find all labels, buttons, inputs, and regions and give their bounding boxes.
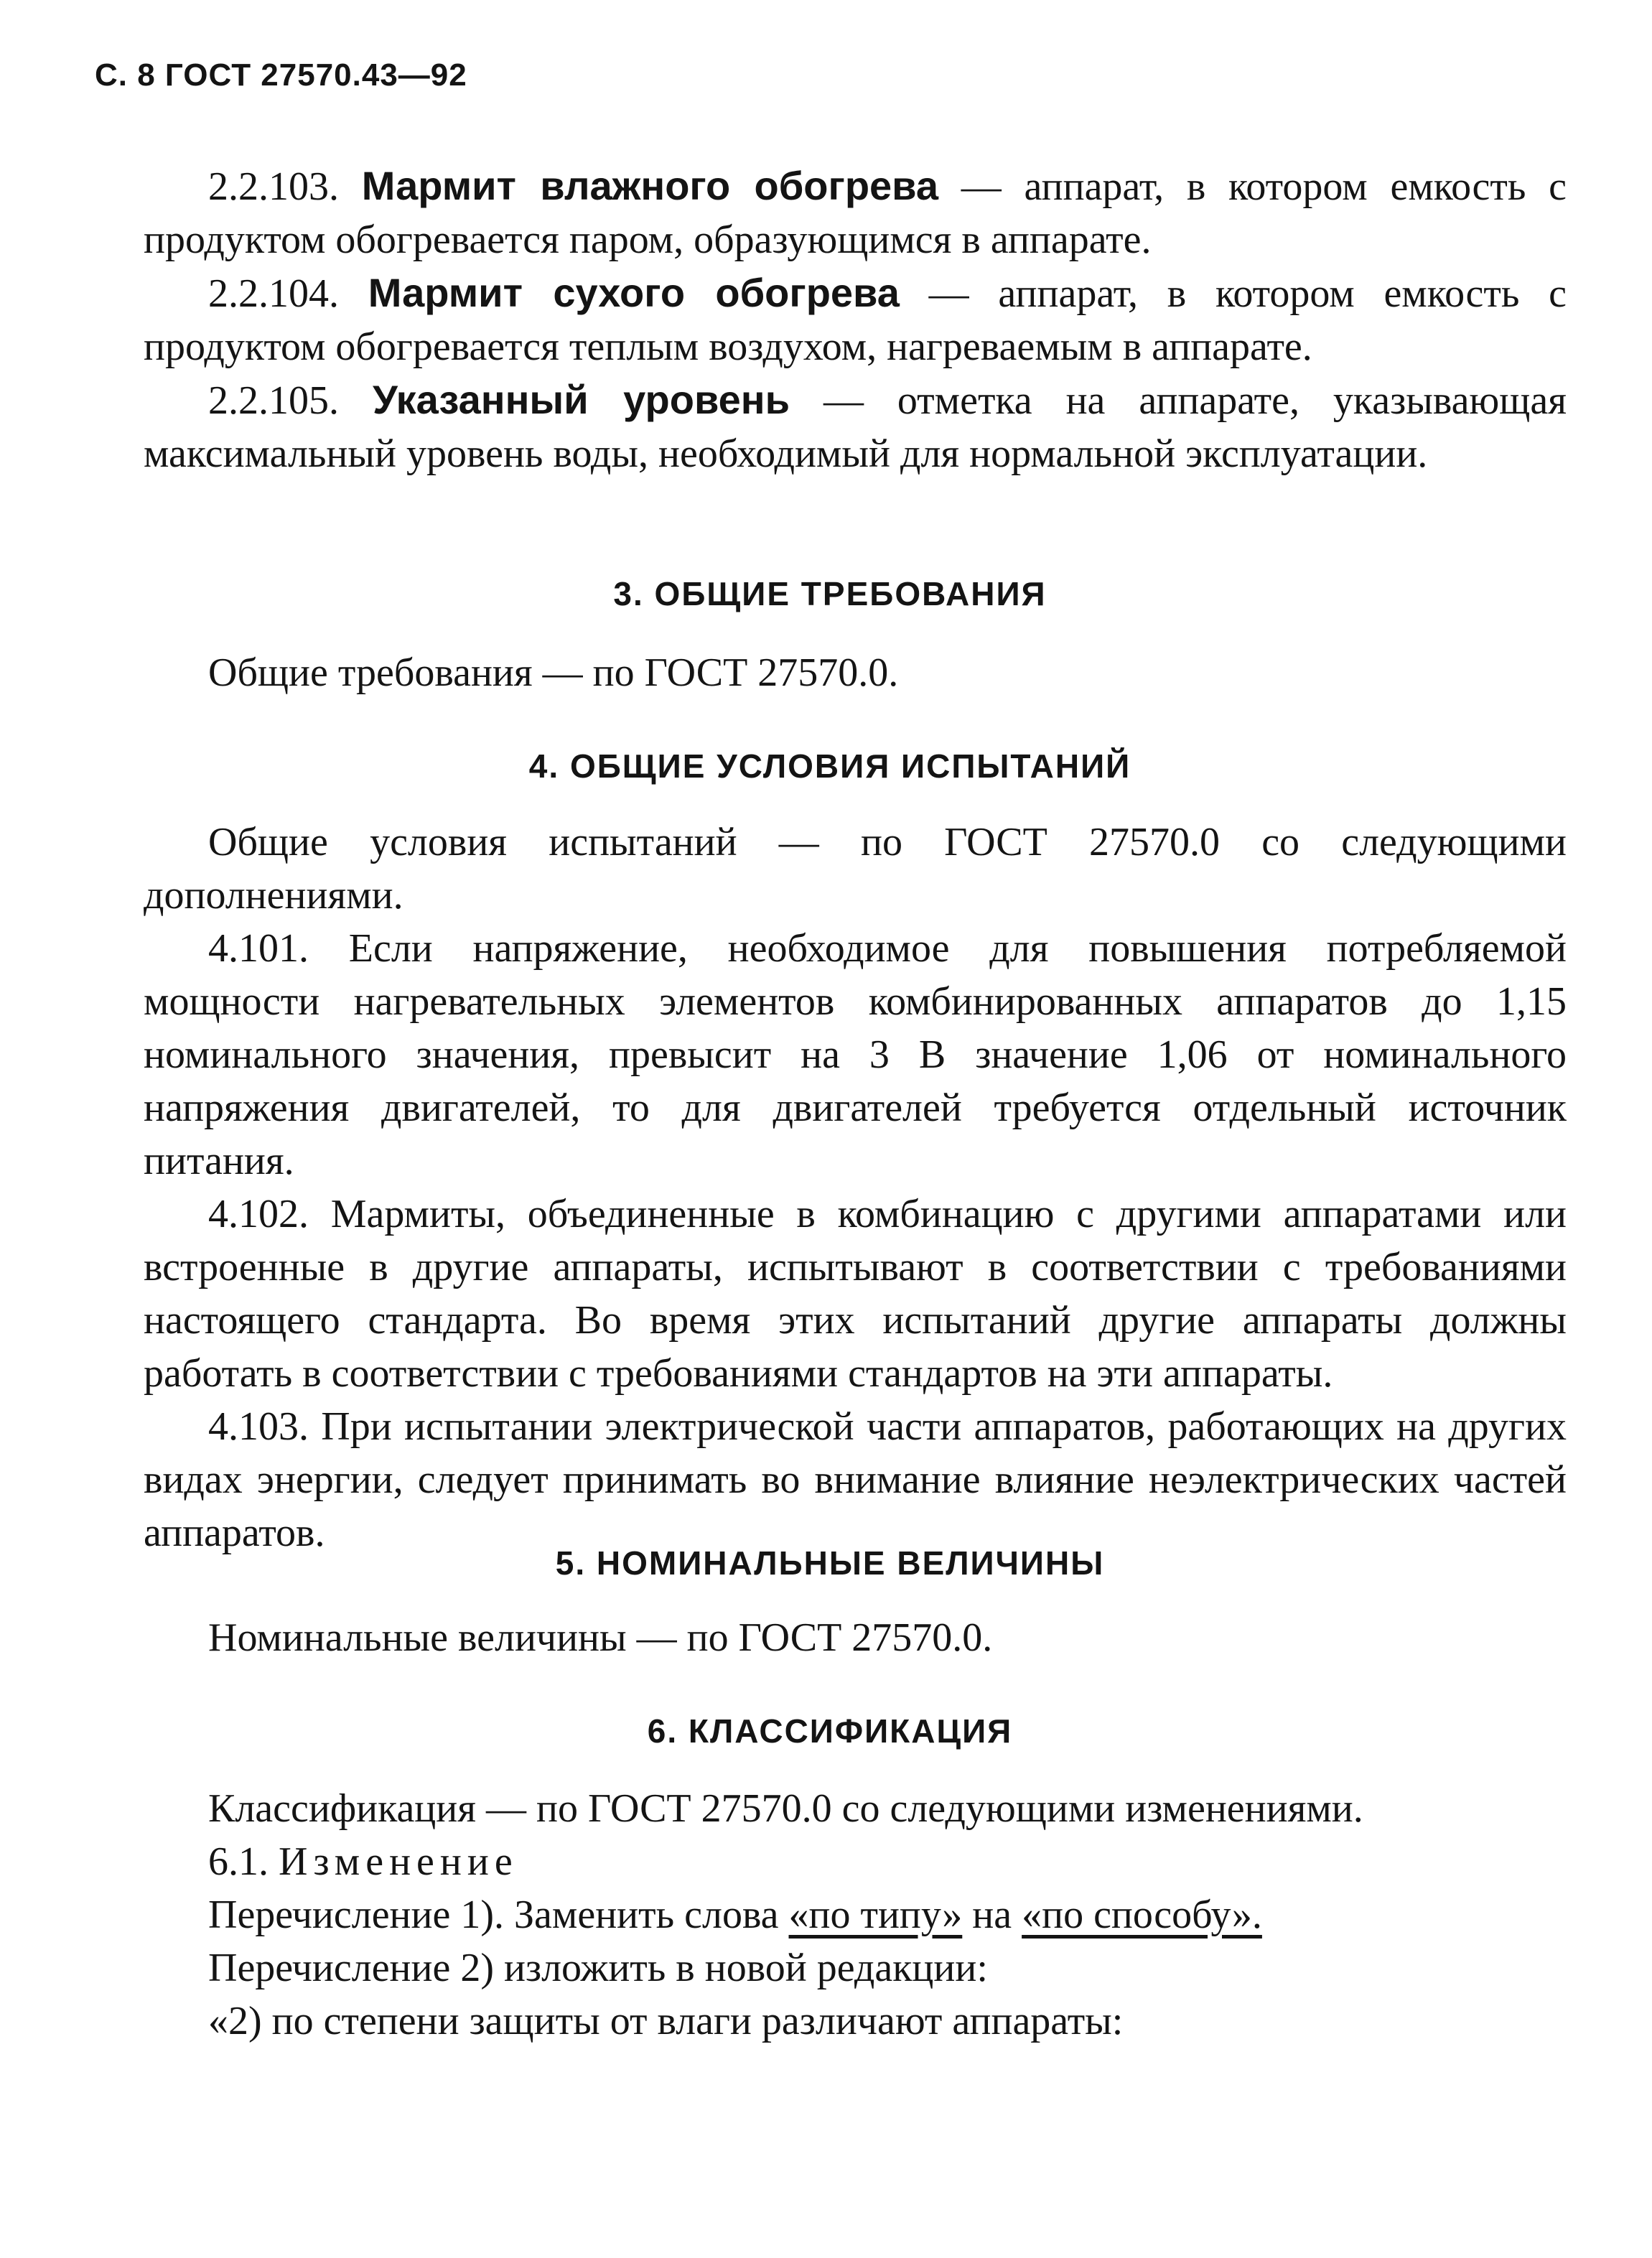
clause-number: 2.2.104. xyxy=(208,271,339,316)
clause-number: 6.1. xyxy=(208,1839,269,1884)
section-5-title: 5. НОМИНАЛЬНЫЕ ВЕЛИЧИНЫ xyxy=(555,1544,1105,1582)
new-wording-quote: «2) по степени защиты от влаги различают аппараты: xyxy=(208,1999,1124,2043)
definition-2-2-105 xyxy=(144,373,1567,480)
clause-6-1 xyxy=(144,1835,1567,1888)
definition-text: — отметка на аппарате, указывающая максимальный уровень воды, необходимый для нормальной эксплуатации. xyxy=(144,378,1567,476)
change-label: Изменение xyxy=(279,1839,518,1884)
section-3-title: 3. ОБЩИЕ ТРЕБОВАНИЯ xyxy=(613,575,1047,612)
quoted-old-words: «по типу» xyxy=(788,1893,963,1937)
definition-text: — аппарат, в котором емкость с продуктом обогревается паром, образующимся в аппарате. xyxy=(144,164,1567,262)
quoted-new-words: «по способу». xyxy=(1022,1893,1262,1937)
enumeration-2-change: Перечисление 2) изложить в новой редакции: xyxy=(208,1946,988,1990)
clause-4-103: 4.103. При испытании электрической части аппаратов, работающих на других видах энергии, следует принимать во внимание влияние неэлектрических частей аппаратов. xyxy=(144,1404,1567,1555)
section-3-text: Общие требования — по ГОСТ 27570.0. xyxy=(208,650,899,695)
defined-term: Мармит сухого обогрева xyxy=(368,270,900,315)
section-4-title: 4. ОБЩИЕ УСЛОВИЯ ИСПЫТАНИЙ xyxy=(528,747,1131,785)
section-5-body xyxy=(144,1611,1567,1664)
section-6-body xyxy=(144,1782,1567,2048)
section-6-title: 6. КЛАССИФИКАЦИЯ xyxy=(647,1712,1013,1750)
definition-text: — аппарат, в котором емкость с продуктом обогревается теплым воздухом, нагреваемым в аппарате. xyxy=(144,271,1567,369)
section-4-intro: Общие условия испытаний — по ГОСТ 27570.0 со следующими дополнениями. xyxy=(144,820,1567,918)
page-header: С. 8 ГОСТ 27570.43—92 xyxy=(95,57,467,93)
section-3-body xyxy=(144,646,1567,699)
enumeration-1-change: Перечисление 1). Заменить слова «по типу» на «по способу». xyxy=(208,1893,1262,1937)
clause-number: 2.2.105. xyxy=(208,378,339,423)
defined-term: Мармит влажного обогрева xyxy=(361,163,939,208)
section-2-definitions xyxy=(144,159,1567,480)
section-6-intro: Классификация — по ГОСТ 27570.0 со следующими изменениями. xyxy=(208,1786,1363,1831)
definition-2-2-103 xyxy=(144,159,1567,266)
definition-2-2-104 xyxy=(144,266,1567,373)
defined-term: Указанный уровень xyxy=(372,377,790,422)
clause-4-101: 4.101. Если напряжение, необходимое для повышения потребляемой мощности нагревательных элементов комбинированных аппаратов до 1,15 номинального значения, превысит на 3 В значение 1,06 от номинального напряжения двигателей, то для двигателей требуется отдельный источник питания. xyxy=(144,926,1567,1183)
clause-number: 2.2.103. xyxy=(208,164,339,209)
clause-4-102: 4.102. Мармиты, объединенные в комбинацию с другими аппаратами или встроенные в другие аппараты, испытывают в соответствии с требованиями настоящего стандарта. Во время этих испытаний другие аппараты должны работать в соответствии с требованиями стандартов на эти аппараты. xyxy=(144,1192,1567,1396)
section-4-body xyxy=(144,816,1567,1559)
section-5-text: Номинальные величины — по ГОСТ 27570.0. xyxy=(208,1615,993,1660)
